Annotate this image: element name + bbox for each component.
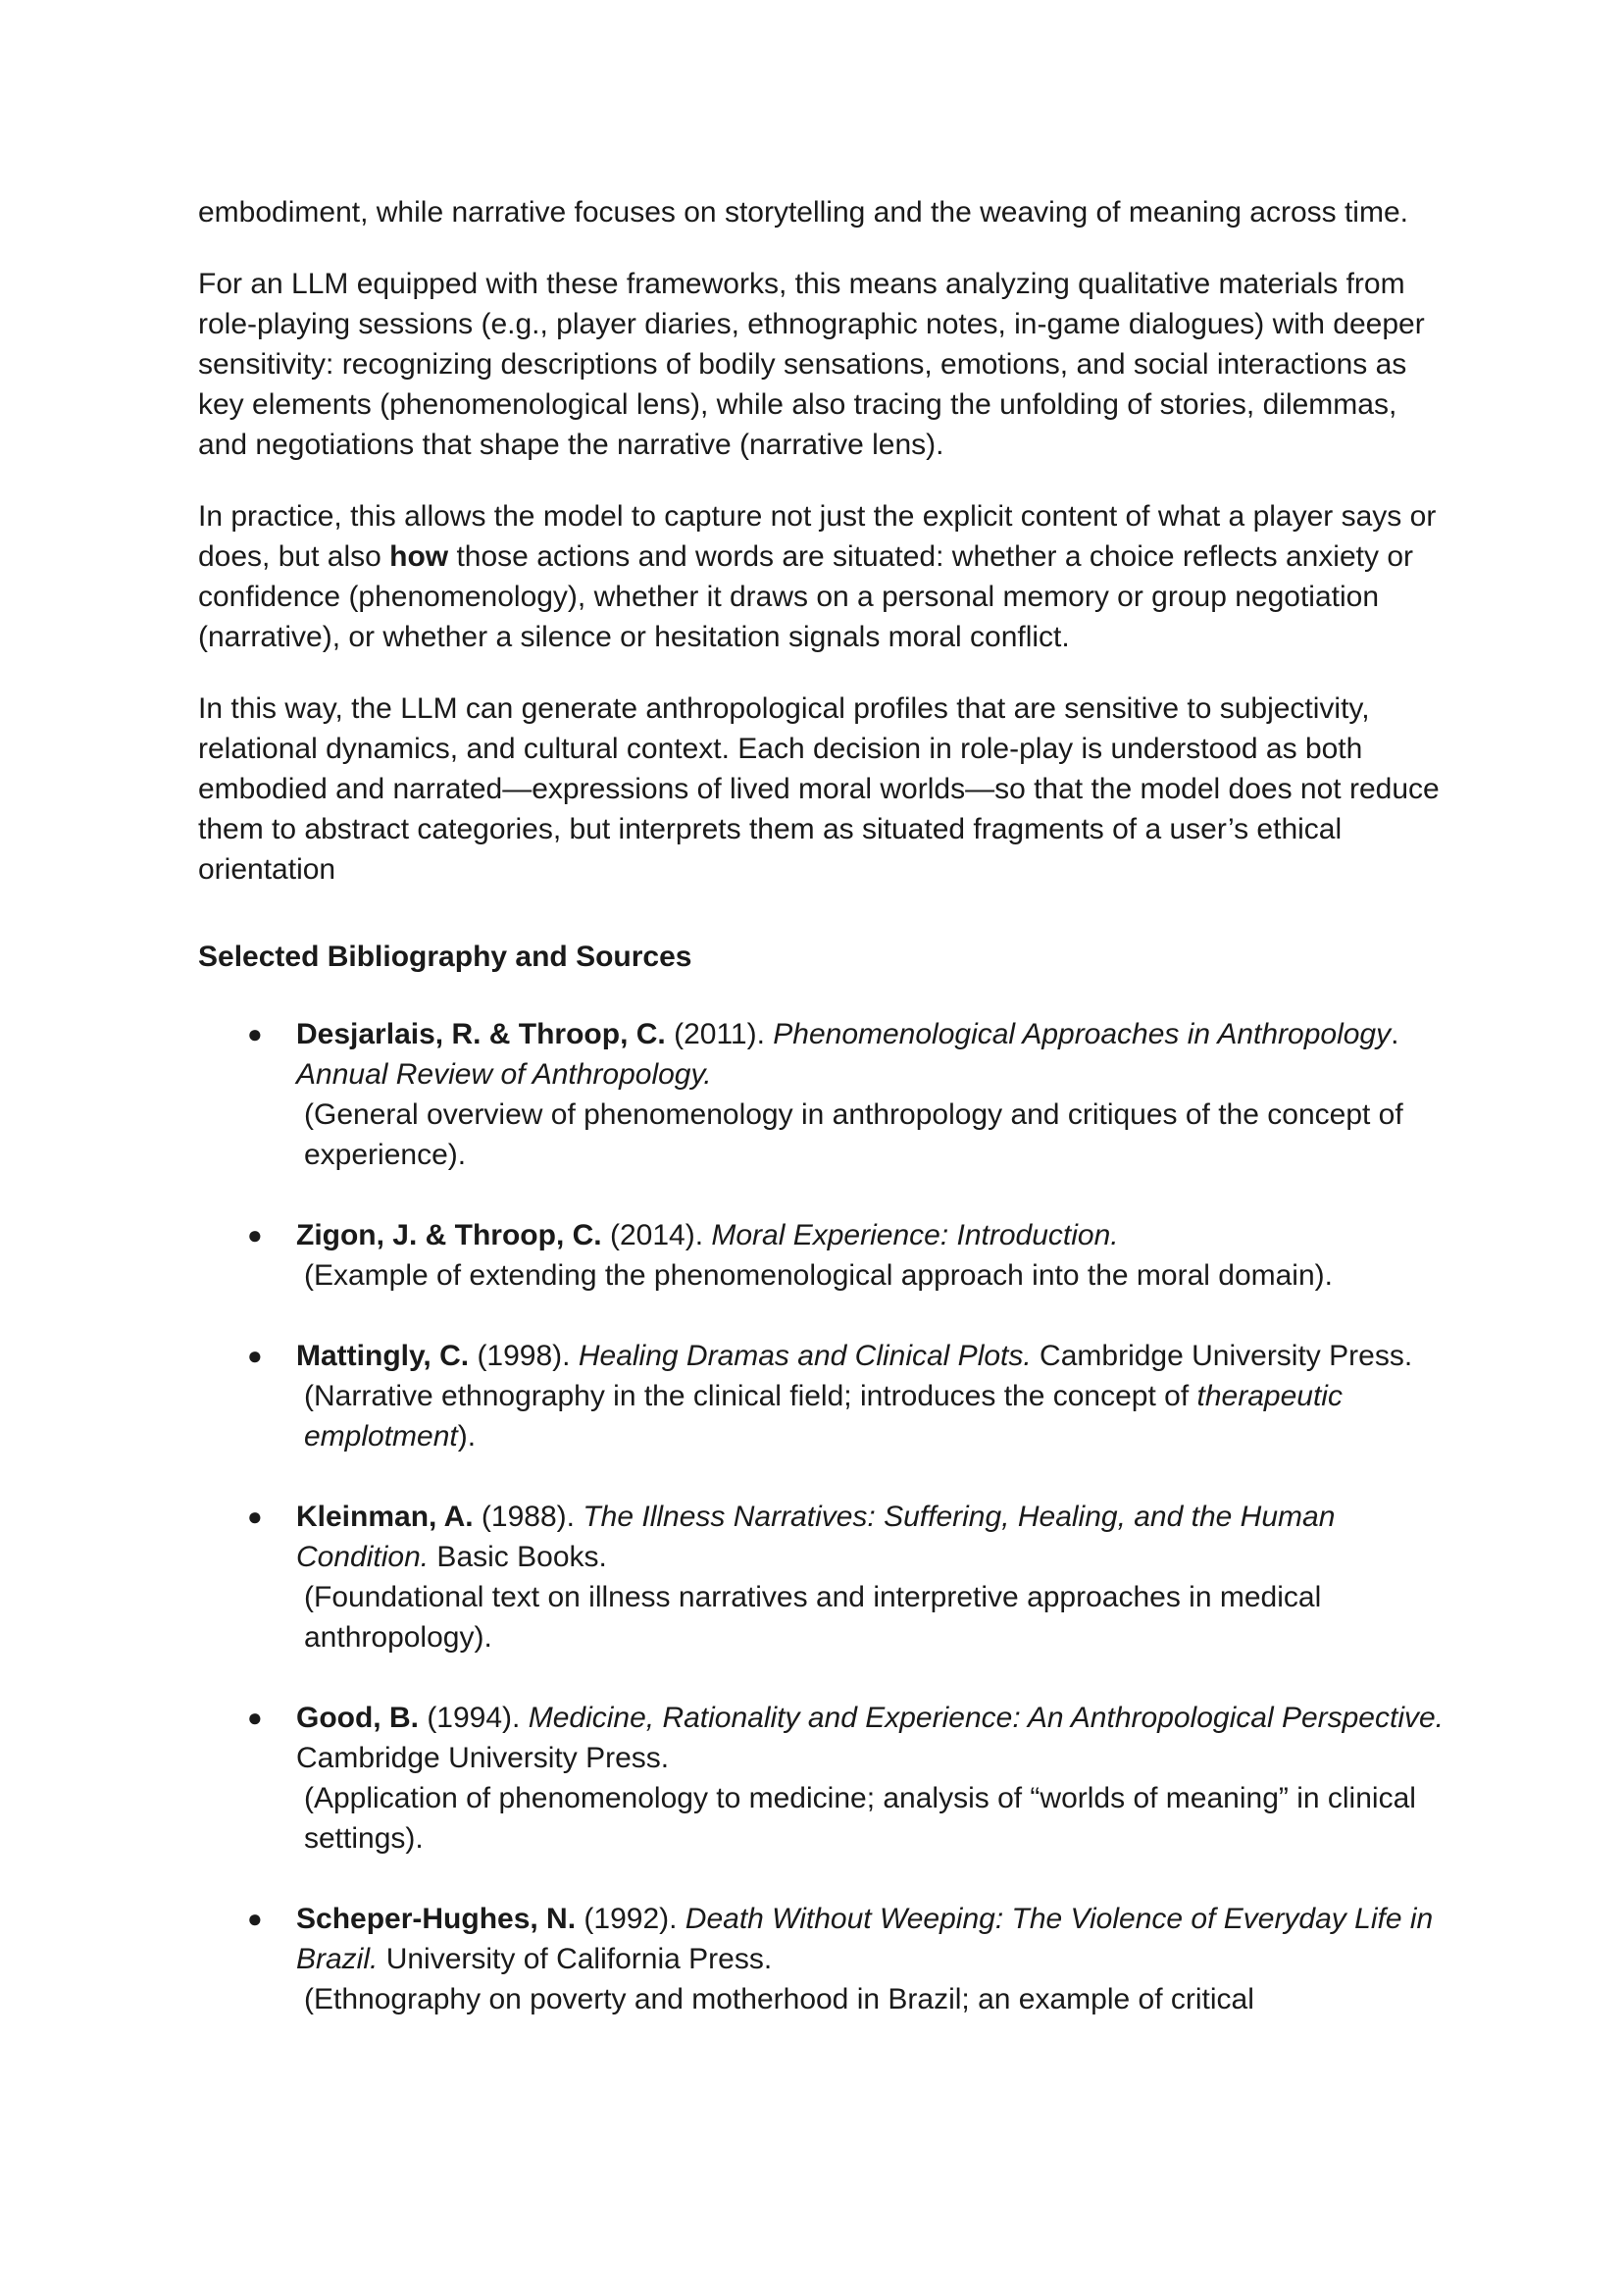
bullet-icon: ● — [247, 1341, 263, 1370]
entry-publisher: Basic Books. — [429, 1541, 607, 1573]
bibliography-entry-mattingly — [198, 1336, 1449, 1456]
bibliography-entry-desjarlais — [198, 1014, 1449, 1175]
entry-title: Moral Experience: Introduction. — [711, 1219, 1119, 1251]
entry-note: (Foundational text on illness narratives and interpretive approaches in medical anthropology). — [304, 1581, 1322, 1654]
bullet-icon: ● — [247, 1019, 263, 1048]
bibliography-entry-scheper-hughes — [198, 1899, 1449, 2019]
bibliography-entry-kleinman — [198, 1497, 1449, 1657]
paragraph-llm-frameworks: For an LLM equipped with these frameworks, this means analyzing qualitative materials from role-playing sessions (e.g., player diaries, ethnographic notes, in-game dialogues) with deeper sensitivity: recognizing descriptions of bodily sensations, emotions, and social interactions as key elements (phenomenological lens), while also tracing the unfolding of stories, dilemmas, and negotiations that shape the narrative (narrative lens). — [198, 268, 1425, 461]
entry-publisher: Cambridge University Press. — [296, 1742, 670, 1774]
entry-note: (Example of extending the phenomenological approach into the moral domain). — [304, 1259, 1333, 1292]
emphasis-how: how — [389, 540, 449, 573]
entry-author: Mattingly, C. — [296, 1340, 470, 1372]
entry-note-start: (Narrative ethnography in the clinical field; introduces the concept of — [304, 1380, 1197, 1412]
bibliography-list — [198, 1014, 1449, 2019]
entry-title: Death Without Weeping: The Violence of Everyday Life in Brazil. — [296, 1903, 1434, 1975]
entry-title: Healing Dramas and Clinical Plots. — [578, 1340, 1032, 1372]
entry-publisher: University of California Press. — [378, 1943, 773, 1975]
bullet-icon: ● — [247, 1703, 263, 1732]
bullet-icon: ● — [247, 1502, 263, 1531]
entry-note: (Application of phenomenology to medicine; analysis of “worlds of meaning” in clinical settings). — [304, 1782, 1416, 1855]
entry-note: (Ethnography on poverty and motherhood in Brazil; an example of critical — [304, 1983, 1254, 2015]
bullet-icon: ● — [247, 1220, 263, 1249]
entry-year: (1992). — [576, 1903, 685, 1935]
paragraph-in-practice-start: In practice, this allows the model to capture not just the explicit content of what a player says or does, but also — [198, 500, 1437, 573]
entry-year: (1988). — [473, 1501, 584, 1533]
entry-note — [296, 1376, 1449, 1456]
entry-note-end: ). — [457, 1420, 477, 1453]
entry-separator: . — [1391, 1018, 1399, 1050]
entry-year: (1998). — [469, 1340, 579, 1372]
paragraph-embodiment: embodiment, while narrative focuses on storytelling and the weaving of meaning across time. — [198, 196, 1408, 229]
bibliography-entry-zigon — [198, 1215, 1449, 1296]
entry-author: Scheper-Hughes, N. — [296, 1903, 577, 1935]
entry-publisher: Cambridge University Press. — [1031, 1340, 1413, 1372]
entry-year: (1994). — [418, 1702, 529, 1734]
entry-author: Desjarlais, R. & Throop, C. — [296, 1018, 666, 1050]
entry-title: Phenomenological Approaches in Anthropology — [773, 1018, 1392, 1050]
paragraph-in-practice-end: those actions and words are situated: whether a choice reflects anxiety or confidence (phenomenology), whether it draws on a personal memory or group negotiation (narrative), or whether a silence or hesitation signals moral conflict. — [198, 540, 1414, 653]
document-page — [198, 192, 1449, 2060]
paragraph-in-practice — [198, 496, 1449, 657]
entry-author: Kleinman, A. — [296, 1501, 474, 1533]
entry-year: (2014). — [601, 1219, 712, 1251]
entry-title: The Illness Narratives: Suffering, Healing, and the Human Condition. — [296, 1501, 1336, 1573]
entry-note: (General overview of phenomenology in anthropology and critiques of the concept of experience). — [304, 1098, 1403, 1171]
entry-year: (2011). — [665, 1018, 774, 1050]
bibliography-entry-good — [198, 1698, 1449, 1859]
entry-author: Zigon, J. & Throop, C. — [296, 1219, 602, 1251]
paragraph-in-this-way: In this way, the LLM can generate anthropological profiles that are sensitive to subjectivity, relational dynamics, and cultural context. Each decision in role-play is understood as both embodied and narrated—expressions of lived moral worlds—so that the model does not reduce them to abstract categories, but interprets them as situated fragments of a user’s ethical orientation — [198, 692, 1440, 886]
entry-journal: Annual Review of Anthropology. — [296, 1058, 712, 1091]
bullet-icon: ● — [247, 1904, 263, 1933]
entry-note-term: therapeutic emplotment — [304, 1380, 1343, 1453]
entry-author: Good, B. — [296, 1702, 419, 1734]
bibliography-heading: Selected Bibliography and Sources — [198, 941, 692, 973]
entry-title: Medicine, Rationality and Experience: An Anthropological Perspective. — [528, 1702, 1445, 1734]
